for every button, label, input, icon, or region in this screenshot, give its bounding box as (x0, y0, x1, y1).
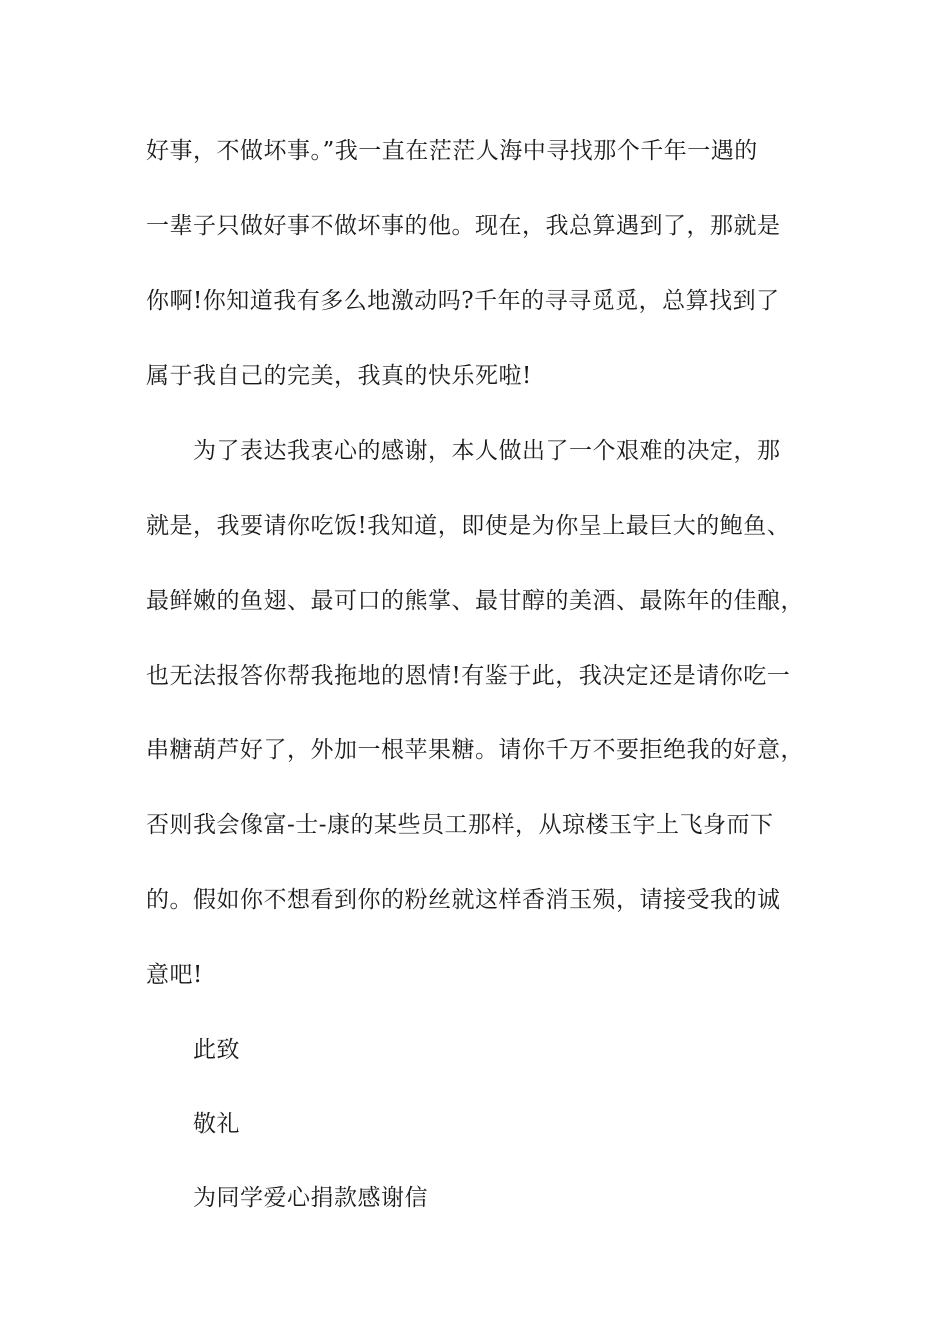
paragraph-line: 的。假如你不想看到你的粉丝就这样香消玉殒，请接受我的诚 (146, 887, 781, 913)
paragraph-line: 为了表达我衷心的感谢，本人做出了一个艰难的决定，那 (193, 438, 781, 464)
paragraph-line: 属于我自己的完美，我真的快乐死啦! (146, 363, 532, 389)
paragraph-line: 你啊!你知道我有多么地激动吗?千年的寻寻觅觅，总算找到了 (146, 288, 780, 314)
paragraph-line: 最鲜嫩的鱼翅、最可口的熊掌、最甘醇的美酒、最陈年的佳酿， (146, 588, 804, 614)
closing-salutation: 此致 (193, 1037, 240, 1063)
paragraph-line: 一辈子只做好事不做坏事的他。现在，我总算遇到了，那就是 (146, 213, 781, 239)
paragraph-line: 意吧! (146, 962, 203, 988)
paragraph-line: 也无法报答你帮我拖地的恩情!有鉴于此，我决定还是请你吃一 (146, 663, 791, 689)
paragraph-line: 就是，我要请你吃饭!我知道，即使是为你呈上最巨大的鲍鱼、 (146, 513, 791, 539)
section-title: 为同学爱心捐款感谢信 (193, 1185, 428, 1211)
paragraph-line: 串糖葫芦好了，外加一根苹果糖。请你千万不要拒绝我的好意， (146, 737, 804, 763)
paragraph-line: 好事，不做坏事。”我一直在茫茫人海中寻找那个千年一遇的 (146, 138, 758, 164)
paragraph-line: 否则我会像富-士-康的某些员工那样，从琼楼玉宇上飞身而下 (146, 812, 774, 838)
closing-regards: 敬礼 (193, 1111, 240, 1137)
